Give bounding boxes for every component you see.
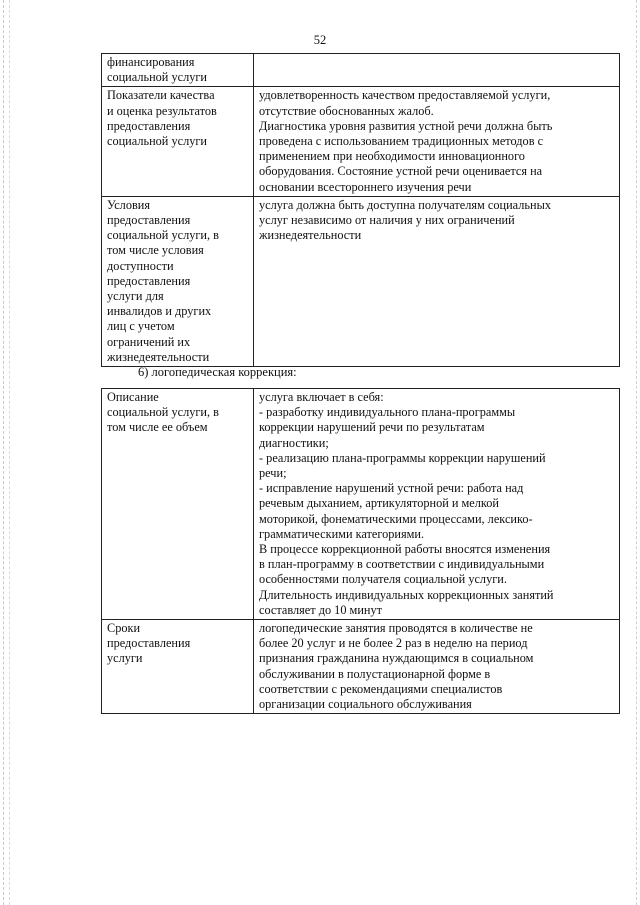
text-line: социальной услуги, в — [107, 405, 219, 420]
text-line: социальной услуги — [107, 70, 207, 85]
text-line: предоставления — [107, 636, 191, 651]
text-line: услуга включает в себя: — [259, 390, 384, 404]
text-line: Показатели качества — [107, 88, 215, 103]
text-line: финансирования — [107, 55, 195, 69]
text-line: В процессе коррекционной работы вносятся изменения — [259, 542, 551, 557]
text-line: Длительность индивидуальных коррекционных занятий — [259, 587, 554, 602]
text-line: диагностики; — [259, 435, 329, 450]
text-line: доступности — [107, 258, 174, 273]
text-line: предоставления — [107, 213, 191, 228]
text-line: оборудования. Состояние устной речи оценивается на — [259, 164, 543, 179]
row-label — [102, 87, 254, 196]
text-line: признания гражданина нуждающимся в социальном — [259, 651, 534, 666]
table-row — [102, 87, 620, 196]
text-line: основании всестороннего изучения речи — [259, 179, 472, 194]
scan-edge-right — [636, 0, 637, 905]
text-line: социальной услуги, в — [107, 228, 219, 243]
text-line: лиц с учетом — [107, 319, 175, 334]
text-line: - реализацию плана-программы коррекции нарушений — [259, 450, 546, 465]
row-label — [102, 620, 254, 714]
text-line: грамматическими категориями. — [259, 526, 425, 541]
text-line: услуга должна быть доступна получателям социальных — [259, 197, 551, 212]
page-number: 52 — [313, 33, 327, 47]
row-value — [254, 620, 620, 714]
text-line: Условия — [107, 197, 151, 212]
text-line: - исправление нарушений устной речи: работа над — [259, 481, 524, 496]
row-value — [254, 196, 620, 366]
text-line: жизнедеятельности — [107, 349, 210, 364]
text-line: и оценка результатов — [107, 103, 217, 118]
text-line: организации социального обслуживания — [259, 697, 472, 712]
text-line: речи; — [259, 466, 287, 481]
text-line: Описание — [107, 390, 159, 404]
text-line: проведена с использованием традиционных методов с — [259, 134, 544, 149]
text-line: предоставления — [107, 273, 191, 288]
text-line: инвалидов и других — [107, 304, 212, 319]
text-line: речевым дыханием, артикуляторной и мелкой — [259, 496, 499, 511]
table-row — [102, 196, 620, 366]
text-line: Сроки — [107, 621, 141, 636]
scan-edge-left — [3, 0, 4, 905]
text-line: обслуживании в полустационарной форме в — [259, 666, 491, 681]
row-value — [254, 87, 620, 196]
row-value — [254, 389, 620, 620]
text-line: услуг независимо от наличия у них ограничений — [259, 213, 515, 228]
text-line: ограничений их — [107, 334, 191, 349]
text-line: услуги для — [107, 289, 164, 304]
row-label — [102, 54, 254, 87]
speech-correction-table — [101, 388, 620, 714]
text-line: в план-программу в соответствии с индивидуальными — [259, 557, 545, 572]
table-row — [102, 389, 620, 620]
table-row — [102, 620, 620, 714]
text-line: удовлетворенность качеством предоставляемой услуги, — [259, 88, 551, 103]
text-line: социальной услуги — [107, 134, 207, 149]
text-line: соответствии с рекомендациями специалистов — [259, 681, 503, 696]
text-line: жизнедеятельности — [259, 228, 362, 243]
text-line: коррекции нарушений речи по результатам — [259, 420, 485, 435]
text-line: предоставления — [107, 118, 191, 133]
text-line: моторикой, фонематическими процессами, лексико- — [259, 511, 533, 526]
text-line: - разработку индивидуального плана-программы — [259, 405, 516, 420]
text-line: Диагностика уровня развития устной речи должна быть — [259, 118, 553, 133]
scan-edge-left-inner — [9, 0, 10, 905]
text-line: логопедические занятия проводятся в количестве не — [259, 621, 533, 636]
section-subheading: 6) логопедическая коррекция: — [138, 365, 297, 379]
text-line: составляет до 10 минут — [259, 602, 383, 617]
table-row — [102, 54, 620, 87]
row-label — [102, 196, 254, 366]
text-line: услуги — [107, 651, 143, 666]
text-line: отсутствие обоснованных жалоб. — [259, 103, 434, 118]
row-label — [102, 389, 254, 620]
row-value — [254, 54, 620, 87]
service-table-continued — [101, 53, 620, 367]
text-line: том числе ее объем — [107, 420, 208, 435]
text-line: особенностями получателя социальной услуги. — [259, 572, 507, 587]
text-line: том числе условия — [107, 243, 204, 258]
text-line: применением при необходимости инновационного — [259, 149, 525, 164]
text-line: более 20 услуг и не более 2 раз в неделю на период — [259, 636, 528, 651]
